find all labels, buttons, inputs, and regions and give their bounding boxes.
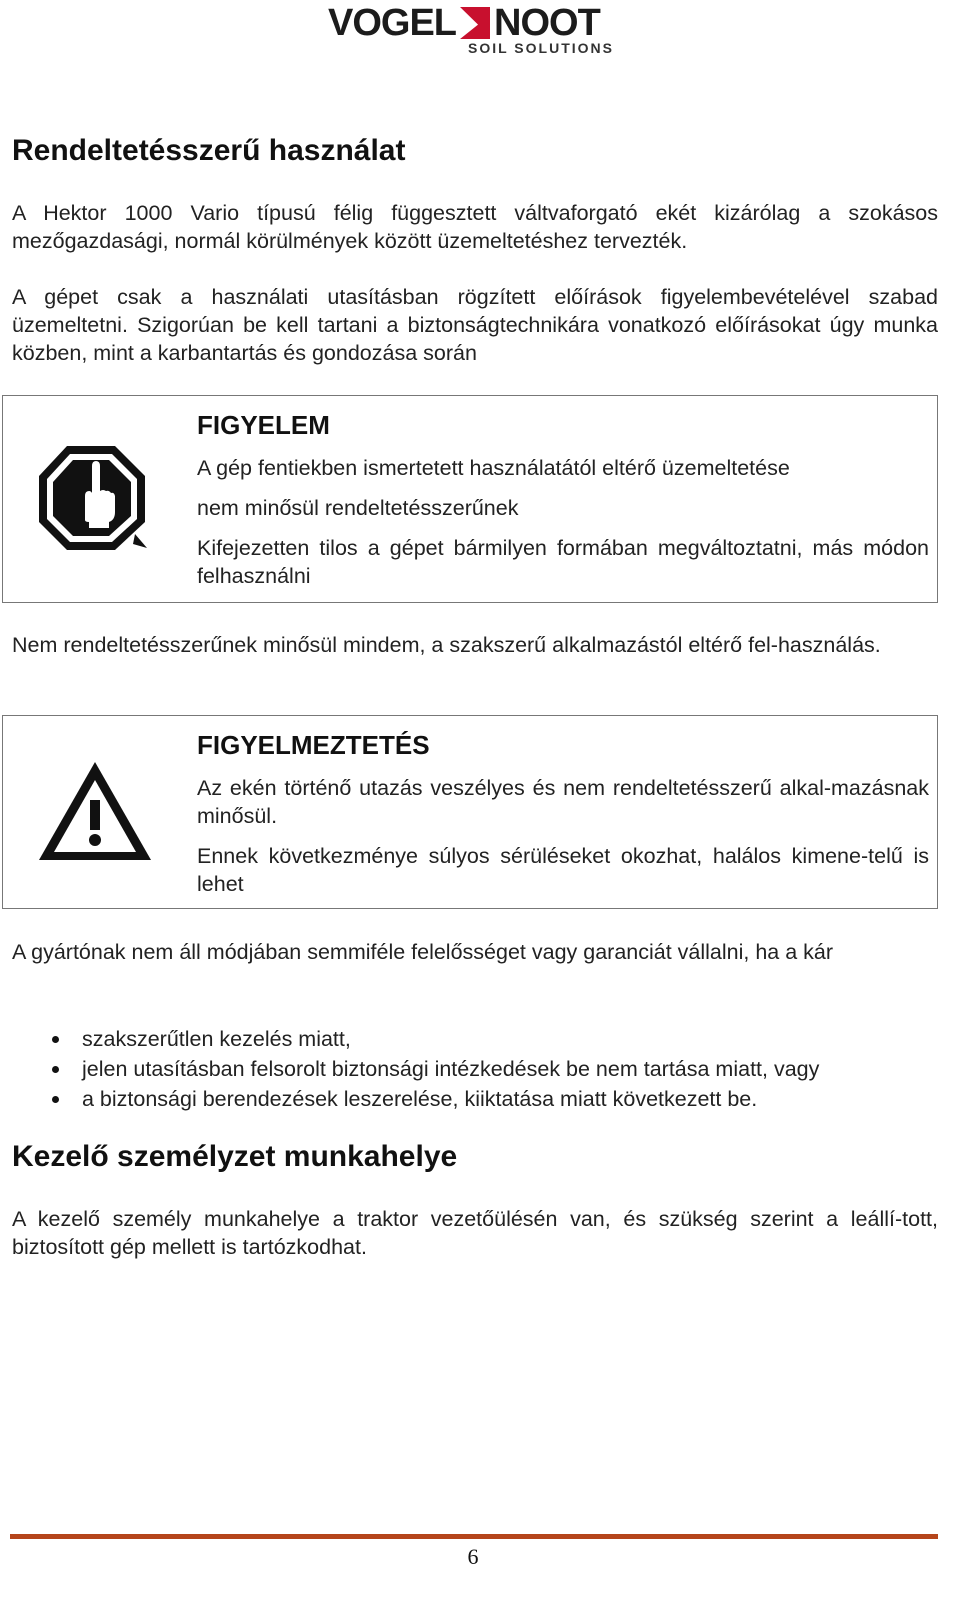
list-item: [52, 1024, 819, 1054]
paragraph-liability: A gyártónak nem áll módjában semmiféle felelősséget vagy garanciát vállalni, ha a kár: [12, 940, 834, 964]
bullet-icon: [52, 1096, 59, 1103]
brand-logo: [328, 2, 638, 60]
notice-line-3: Kifejezetten tilos a gépet bármilyen formában megváltoztatni, más módon felhasználni: [197, 536, 929, 588]
notice-line-2: nem minősül rendeltetésszerűnek: [197, 496, 519, 520]
warning-title: FIGYELMEZTETÉS: [197, 730, 430, 760]
logo-wordmark: [328, 2, 600, 45]
stop-hand-icon: [35, 444, 153, 554]
footer-divider: [10, 1534, 938, 1539]
list-item: [52, 1084, 819, 1114]
paragraph-intended-use: A Hektor 1000 Vario típusú félig függesztett váltvaforgató ekét kizárólag a szokásos mezőgazdasági, normál körülmények között üzemeltetéshez tervezték.: [12, 201, 938, 253]
page-number: 6: [467, 1544, 479, 1569]
list-item-text: a biztonsági berendezések leszerelése, kiiktatása miatt következett be.: [82, 1087, 758, 1111]
bullet-icon: [52, 1066, 59, 1073]
warning-box: [2, 715, 938, 909]
bullet-icon: [52, 1036, 59, 1043]
section-title-workplace: Kezelő személyzet munkahelye: [12, 1140, 458, 1173]
paragraph-operating-rules: A gépet csak a használati utasításban rögzített előírások figyelembevételével szabad üzemeltetni. Szigorúan be kell tartani a biztonságtechnikára vonatkozó előírásokat úgy munka közben, mint a karbantartás és gondozása során: [12, 285, 938, 365]
logo-word-left: VOGEL: [328, 2, 457, 44]
warning-line-2: Ennek következménye súlyos sérüléseket okozhat, halálos kimene-telű is lehet: [197, 844, 929, 896]
section-title-intended-use: Rendeltetésszerű használat: [12, 134, 406, 167]
notice-title: FIGYELEM: [197, 410, 330, 440]
warning-triangle-icon: [37, 760, 153, 862]
logo-tagline: SOIL SOLUTIONS: [468, 40, 614, 56]
liability-list: [52, 1024, 819, 1114]
logo-word-right: NOOT: [494, 2, 600, 44]
paragraph-workplace: A kezelő személy munkahelye a traktor vezetőülésén van, és szükség szerint a leállí-tott, biztosított gép mellett is tartózkodhat.: [12, 1207, 938, 1259]
paragraph-misuse: Nem rendeltetésszerűnek minősül mindem, a szakszerű alkalmazástól eltérő fel-használás.: [12, 633, 881, 657]
notice-line-1: A gép fentiekben ismertetett használatától eltérő üzemeltetése: [197, 456, 790, 480]
list-item: [52, 1054, 819, 1084]
notice-box: [2, 395, 938, 603]
warning-line-1: Az ekén történő utazás veszélyes és nem rendeltetésszerű alkal-mazásnak minősül.: [197, 776, 929, 828]
list-item-text: jelen utasításban felsorolt biztonsági intézkedések be nem tartása miatt, vagy: [82, 1057, 820, 1081]
logo-mark-icon: [460, 7, 490, 39]
list-item-text: szakszerűtlen kezelés miatt,: [82, 1027, 351, 1051]
